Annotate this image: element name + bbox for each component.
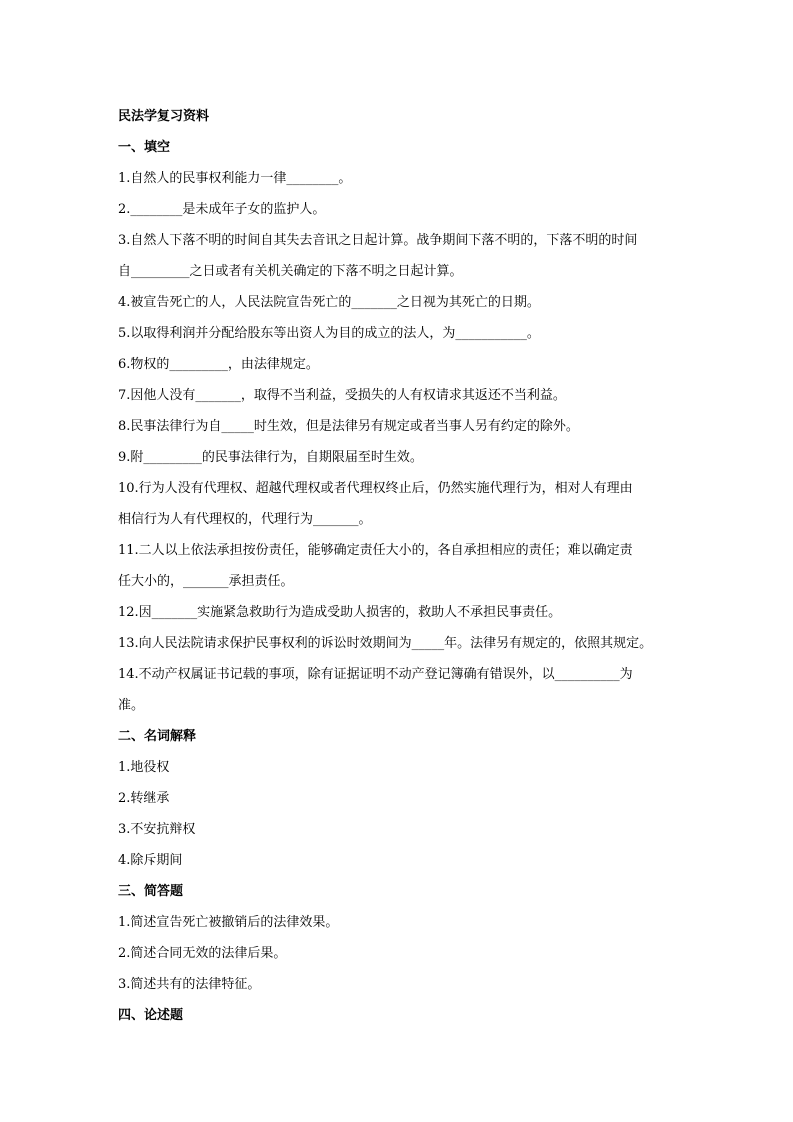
question-line: 准。	[118, 698, 145, 713]
question-line: 4.被宣告死亡的人，人民法院宣告死亡的_______之日视为其死亡的日期。	[118, 295, 540, 310]
question-line: 自_________之日或者有关机关确定的下落不明之日起计算。	[118, 264, 463, 279]
question-line: 4.除斥期间	[118, 853, 183, 868]
question-line: 9.附_________的民事法律行为，自期限届至时生效。	[118, 450, 423, 465]
section-heading-essay: 四、论述题	[118, 1008, 184, 1023]
question-line: 3.自然人下落不明的时间自其失去音讯之日起计算。战争期间下落不明的，下落不明的时间	[118, 233, 638, 248]
section-heading-terms: 二、名词解释	[118, 729, 197, 744]
question-line: 14.不动产权属证书记载的事项，除有证据证明不动产登记簿确有错误外，以__________为	[118, 667, 633, 682]
question-line: 10.行为人没有代理权、超越代理权或者代理权终止后，仍然实施代理行为，相对人有理由	[118, 481, 633, 496]
section-heading-short-answer: 三、简答题	[118, 884, 184, 899]
question-line: 13.向人民法院请求保护民事权利的诉讼时效期间为_____年。法律另有规定的，依照其规定。	[118, 636, 653, 651]
question-line: 3.不安抗辩权	[118, 822, 196, 837]
question-line: 1.地役权	[118, 760, 170, 775]
question-line: 11.二人以上依法承担按份责任，能够确定责任大小的，各自承担相应的责任；难以确定责	[118, 543, 633, 558]
question-line: 任大小的，_______承担责任。	[118, 574, 294, 589]
question-line: 7.因他人没有_______，取得不当利益，受损失的人有权请求其返还不当利益。	[118, 388, 566, 403]
question-line: 3.简述共有的法律特征。	[118, 977, 261, 992]
question-line: 6.物权的_________，由法律规定。	[118, 357, 319, 372]
section-heading-fill-in: 一、填空	[118, 140, 171, 155]
question-line: 5.以取得利润并分配给股东等出资人为目的成立的法人，为___________。	[118, 326, 540, 341]
question-line: 1.简述宣告死亡被撤销后的法律效果。	[118, 915, 339, 930]
question-line: 12.因_______实施紧急救助行为造成受助人损害的，救助人不承担民事责任。	[118, 605, 562, 620]
question-line: 2.简述合同无效的法律后果。	[118, 946, 287, 961]
document-body	[118, 101, 680, 1031]
question-line: 2.转继承	[118, 791, 170, 806]
question-line: 2.________是未成年子女的监护人。	[118, 202, 326, 217]
question-line: 8.民事法律行为自_____时生效，但是法律另有规定或者当事人另有约定的除外。	[118, 419, 579, 434]
document-title: 民法学复习资料	[118, 109, 210, 124]
question-line: 相信行为人有代理权的，代理行为_______。	[118, 512, 372, 527]
question-line: 1.自然人的民事权利能力一律________。	[118, 171, 352, 186]
